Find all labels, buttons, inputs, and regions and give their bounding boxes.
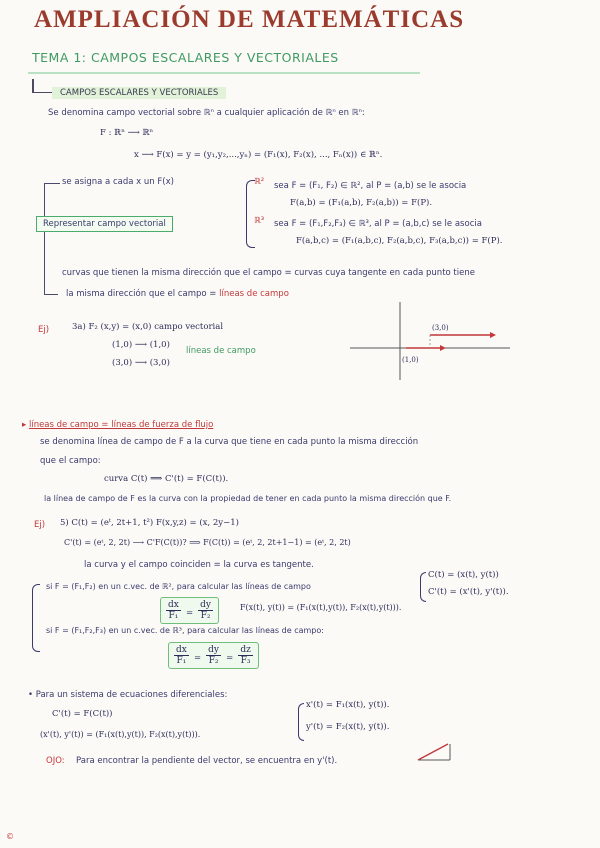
assign-text: se asigna a cada x un F(x) (62, 177, 174, 187)
map-line-2: x ⟶ F(x) = y = (y₁,y₂,...,yₙ) = (F₁(x), F₂(x), ..., Fₙ(x)) ∈ ℝⁿ. (134, 150, 383, 160)
si-1-rhs: F(x(t), y(t)) = (F₁(x(t),y(t)), F₂(x(t),y(t))). (240, 603, 402, 612)
brace-small (420, 572, 426, 602)
fraction-box-2: $\frac{dx}{\text{F₁}}$ = $\frac{dy}{\text{F₂}}$ = $\frac{dz}{\text{F₃}}$ (168, 642, 259, 669)
ode-heading: • Para un sistema de ecuaciones diferenciales: (28, 690, 228, 700)
example-1-map-1: (1,0) ⟶ (1,0) (112, 340, 170, 350)
example-1-map-2: (3,0) ⟶ (3,0) (112, 358, 170, 368)
curves-line-1: curvas que tienen la misma dirección que el campo = curvas cuya tangente en cada punto tiene (62, 268, 475, 278)
cases-bracket (246, 180, 255, 248)
section-heading: CAMPOS ESCALARES Y VECTORIALES (52, 87, 226, 99)
cases-bracket-2 (32, 584, 40, 652)
si-1-brace-2: C'(t) = (x'(t), y'(t)). (428, 587, 509, 597)
fraction-box-1: $\frac{dx}{\text{F₁}}$ = $\frac{dy}{\text{F₂}}$ (160, 597, 219, 624)
diagram-label-1-0: (1,0) (402, 356, 419, 364)
tree-line-vertical (44, 183, 45, 295)
example-1-line: 3a) F₂ (x,y) = (x,0) campo vectorial (72, 322, 224, 332)
si-1-line: si F = (F₁,F₂) en un c.vec. de ℝ², para calcular las líneas de campo (46, 582, 311, 591)
section-2-heading: ▸ líneas de campo = líneas de fuerza de flujo (22, 420, 214, 430)
si-2-line: si F = (F₁,F₂,F₃) en un c.vec. de ℝ³, para calcular las líneas de campo: (46, 626, 324, 635)
r2-line-2: F(a,b) = (F₁(a,b), F₂(a,b)) = F(P). (290, 198, 433, 208)
example-2-line-3: la curva y el campo coinciden = la curva es tangente. (84, 560, 314, 570)
ode-line-1: C'(t) = F(C(t)) (52, 709, 113, 719)
ojo-line: Para encontrar la pendiente del vector, se encuentra en y'(t). (76, 756, 338, 766)
ode-bracket (298, 703, 304, 741)
curve-equation: curva C(t) ⟹ C'(t) = F(C(t)). (104, 474, 229, 484)
ode-line-2: (x'(t), y'(t)) = (F₁(x(t),y(t)), F₂(x(t),y(t))). (40, 730, 201, 739)
represent-box: Representar campo vectorial (36, 216, 173, 232)
example-1-label: Ej) (38, 325, 50, 335)
r3-line-1: sea F = (F₁,F₂,F₃) ∈ ℝ³, al P = (a,b,c) se le asocia (274, 219, 482, 229)
tree-line-bottom (44, 294, 58, 295)
definition-2-line-1: se denomina línea de campo de F a la curva que tiene en cada punto la misma dirección (40, 437, 419, 447)
curves-line-2: la misma dirección que el campo = líneas de campo (66, 289, 289, 299)
diagram-label-3-0: (3,0) (432, 324, 449, 332)
topic-heading: TEMA 1: CAMPOS ESCALARES Y VECTORIALES (32, 50, 339, 65)
topic-underline (28, 72, 420, 74)
slope-sketch (416, 740, 456, 764)
example-2-label: Ej) (34, 520, 46, 530)
section-mark (32, 79, 34, 92)
example-2-line-1: 5) C(t) = (eᵗ, 2t+1, t²) F(x,y,z) = (x, 2y−1) (60, 518, 239, 528)
page-title: AMPLIACIÓN DE MATEMÁTICAS (34, 6, 465, 33)
r2-tag: ℝ² (254, 177, 265, 187)
r3-line-2: F(a,b,c) = (F₁(a,b,c), F₂(a,b,c), F₃(a,b,c)) = F(P). (296, 236, 503, 246)
definition-text: Se denomina campo vectorial sobre ℝⁿ a cualquier aplicación de ℝⁿ en ℝⁿ: (48, 108, 365, 118)
example-2-line-2: C'(t) = (eᵗ, 2, 2t) ⟶ C'F(C(t))? ⟹ F(C(t)) = (eᵗ, 2, 2t+1−1) = (eᵗ, 2, 2t) (64, 538, 351, 547)
si-1-brace-1: C(t) = (x(t), y(t)) (428, 570, 499, 580)
property-line: la línea de campo de F es la curva con la propiedad de tener en cada punto la misma dirección que F. (44, 494, 452, 503)
ode-right-1: x'(t) = F₁(x(t), y(t)). (306, 700, 390, 710)
axes-diagram (350, 302, 512, 382)
r2-line-1: sea F = (F₁, F₂) ∈ ℝ², al P = (a,b) se le asocia (274, 181, 467, 191)
arrow-2-head (490, 332, 496, 338)
definition-2-line-2: que el campo: (40, 456, 101, 466)
tree-line-top (44, 183, 60, 184)
r3-tag: ℝ³ (254, 216, 265, 226)
example-1-green-note: líneas de campo (186, 346, 256, 356)
ojo-label: OJO: (46, 756, 65, 766)
ode-right-2: y'(t) = F₂(x(t), y(t)). (306, 722, 390, 732)
footer-mark: © (6, 832, 14, 841)
arrow-1-head (440, 345, 446, 351)
map-line-1: F : ℝⁿ ⟶ ℝⁿ (100, 128, 154, 138)
